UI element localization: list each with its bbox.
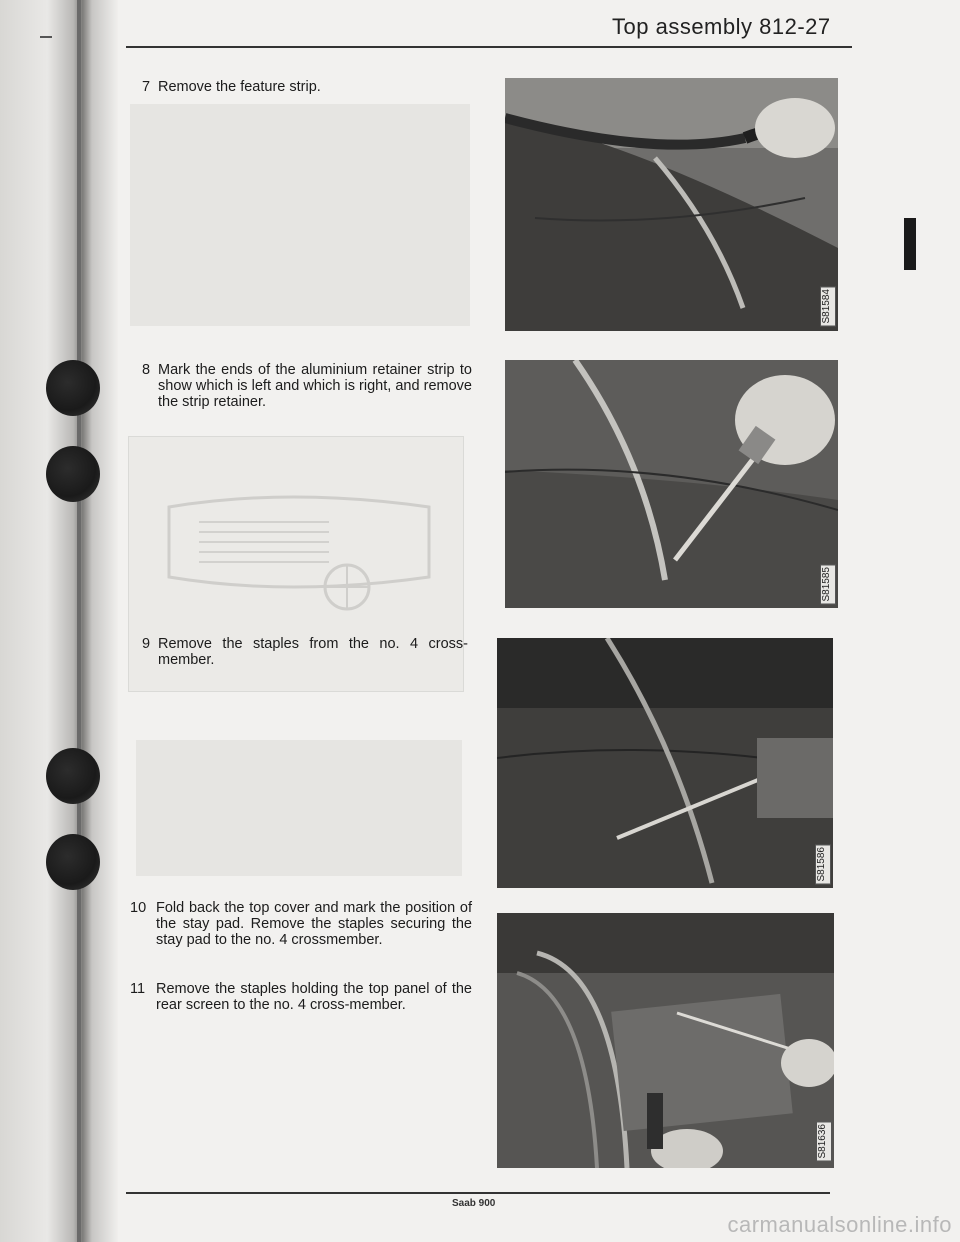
photo-crossmember-staples (497, 638, 833, 888)
step-number: 9 (142, 636, 151, 652)
step-text: Remove the feature strip. (158, 79, 321, 95)
step-text: Fold back the top cover and mark the position of the stay pad. Remove the staples securing the stay pad to the no. 4 crossmember. (156, 900, 472, 948)
step-number: 10 (130, 900, 147, 916)
binder-edge (0, 0, 118, 1242)
step-8 (142, 362, 472, 410)
step-number: 8 (142, 362, 151, 378)
watermark: carmanualsonline.info (727, 1212, 952, 1237)
photo-retainer-strip (505, 360, 838, 608)
step-9 (142, 636, 468, 668)
photo-reference: S81584 (820, 286, 836, 326)
bleed-through-area (130, 104, 470, 326)
step-10 (130, 900, 472, 948)
binder-line (77, 0, 81, 1242)
binder-hole (46, 446, 100, 502)
photo-reference: S81636 (816, 1121, 832, 1161)
photo-feature-strip (505, 78, 838, 331)
margin-mark (40, 36, 52, 38)
step-text: Mark the ends of the aluminium retainer strip to show which is left and which is right, and remove the strip retainer. (158, 362, 472, 410)
step-number: 7 (142, 79, 151, 95)
step-text: Remove the staples from the no. 4 cross-member. (158, 636, 468, 668)
footer-model: Saab 900 (452, 1198, 496, 1209)
footer-rule (126, 1192, 830, 1194)
step-11 (130, 981, 472, 1013)
photo-rear-screen-staples (497, 913, 834, 1168)
bleed-through-area (136, 740, 462, 876)
header-rule (126, 46, 852, 48)
step-number: 11 (130, 981, 146, 997)
page-title: Top assembly 812-27 (612, 14, 831, 39)
step-7 (142, 79, 472, 95)
section-tab (904, 218, 916, 270)
photo-reference: S81586 (815, 844, 831, 884)
photo-reference: S81585 (820, 564, 836, 604)
binder-hole (46, 834, 100, 890)
binder-hole (46, 748, 100, 804)
step-text: Remove the staples holding the top panel of the rear screen to the no. 4 cross-member. (156, 981, 472, 1013)
binder-hole (46, 360, 100, 416)
